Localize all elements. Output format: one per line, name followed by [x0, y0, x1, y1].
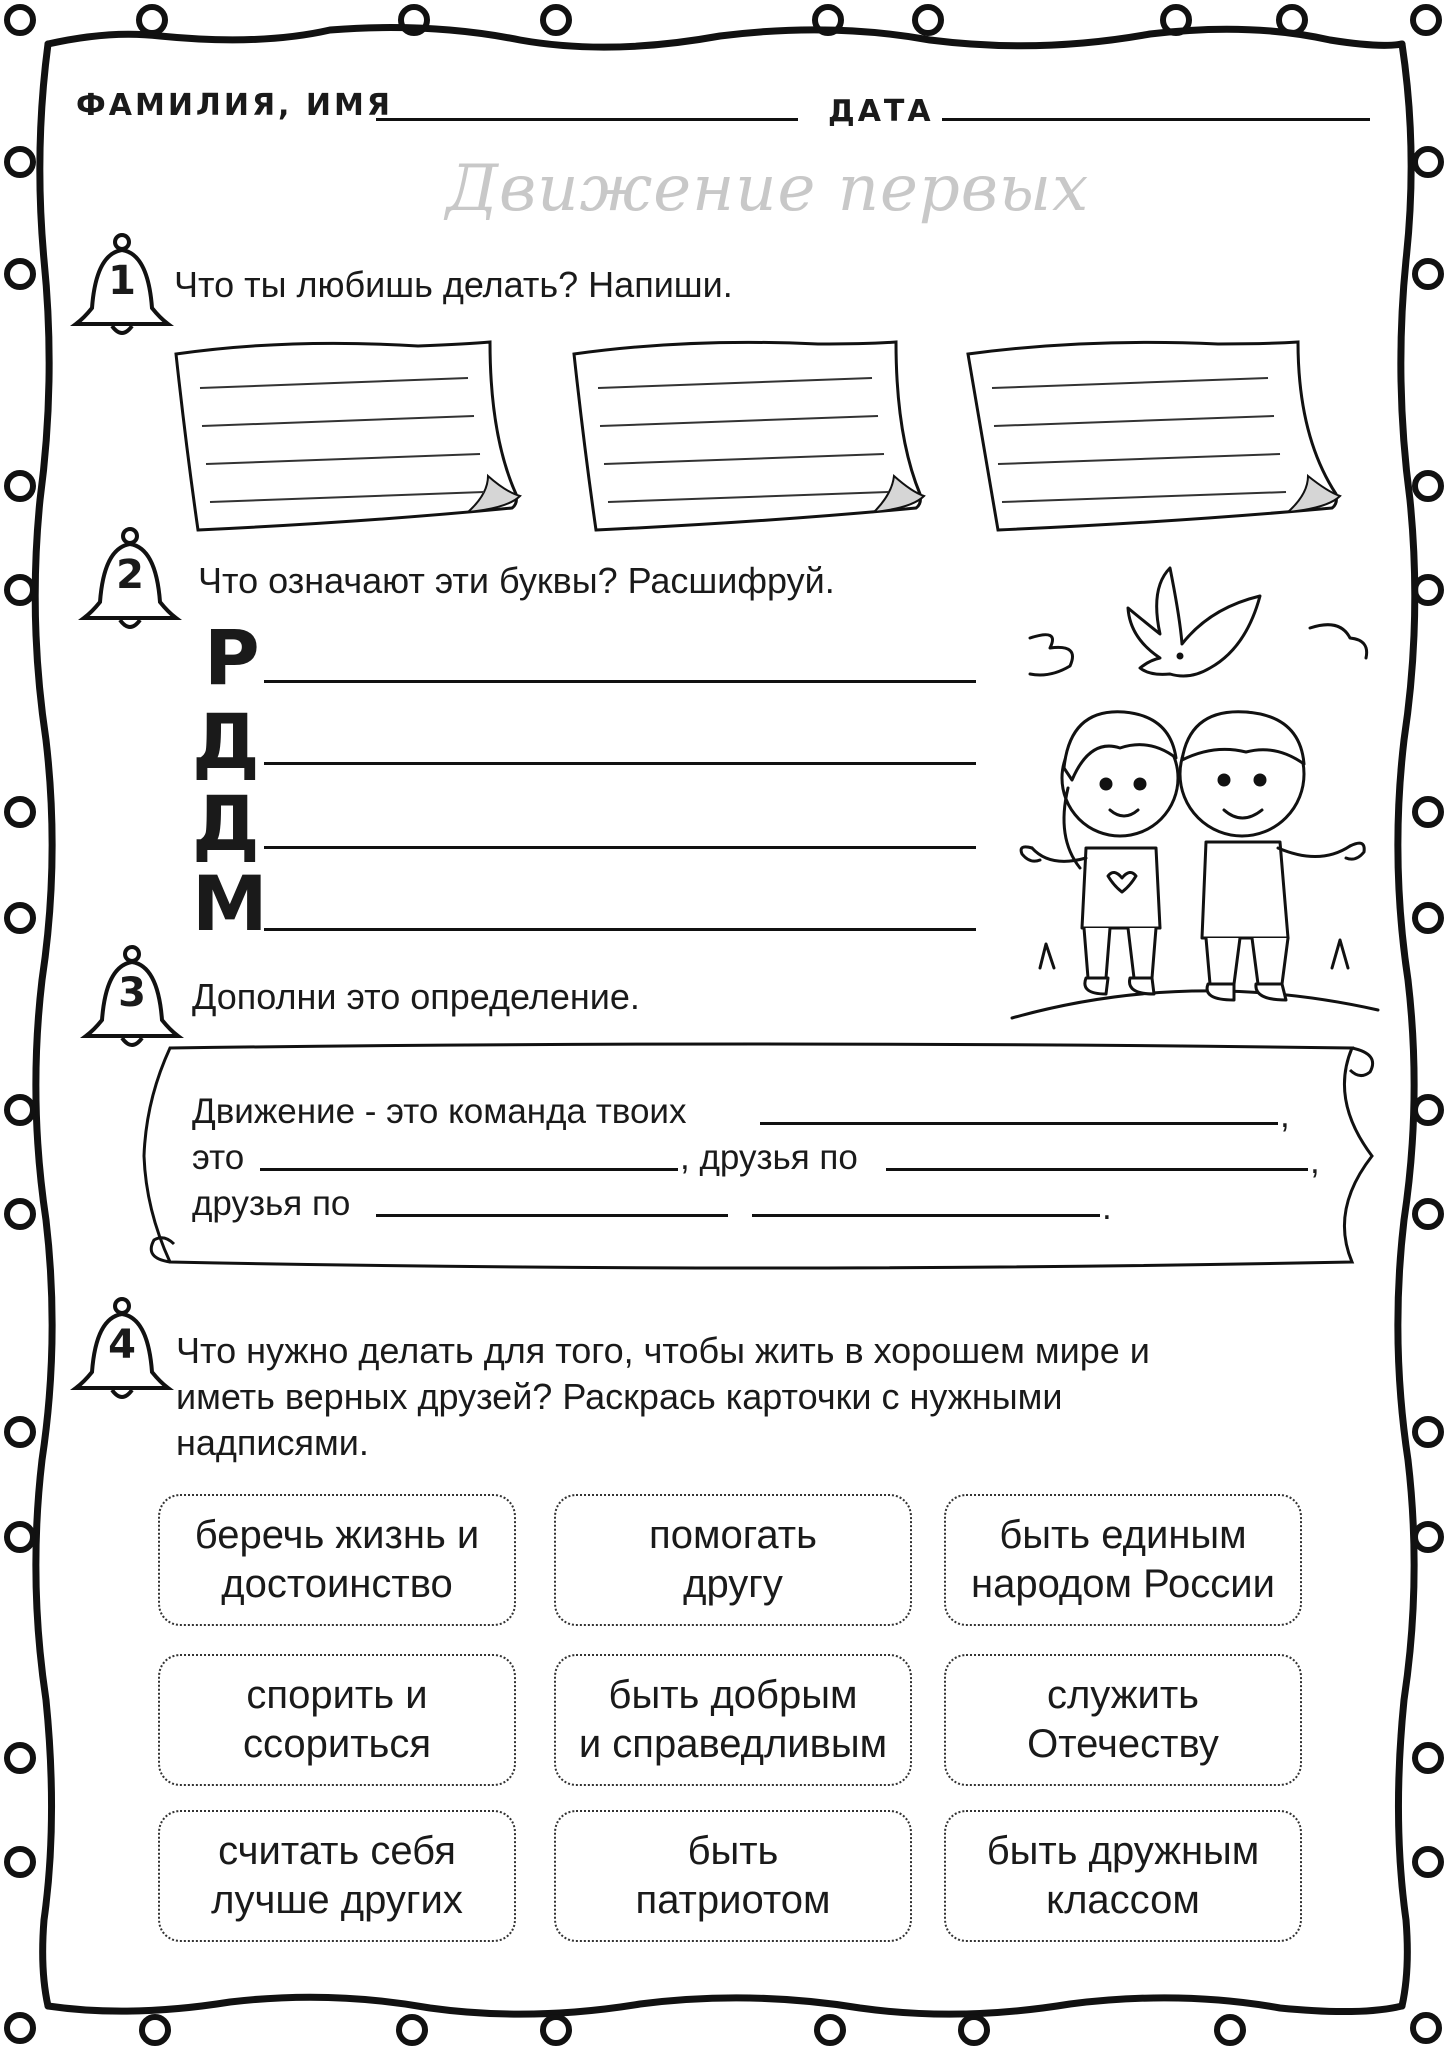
definition-blank-2[interactable] — [260, 1168, 678, 1171]
date-label: ДАТА — [828, 94, 934, 129]
card-2[interactable] — [554, 1494, 912, 1626]
card-4[interactable] — [158, 1654, 516, 1786]
card-8-label: быть патриотом — [635, 1829, 831, 1922]
card-7[interactable] — [158, 1810, 516, 1942]
definition-line2-end: , — [1310, 1142, 1320, 1181]
card-7-label: считать себя лучше других — [211, 1829, 463, 1922]
definition-line3-end: . — [1102, 1188, 1112, 1227]
card-6-label: служить Отечеству — [1027, 1673, 1219, 1766]
task-2-text: Что означают эти буквы? Расшифруй. — [198, 560, 835, 601]
definition-line2-mid: , друзья по — [680, 1138, 858, 1177]
dove-icon — [1128, 568, 1260, 676]
card-9[interactable] — [944, 1810, 1302, 1942]
name-label: ФАМИЛИЯ, ИМЯ — [76, 88, 393, 123]
task-4-number: 4 — [108, 1322, 136, 1368]
acronym-letter-m: М — [192, 859, 268, 948]
card-5[interactable] — [554, 1654, 912, 1786]
task-3-number: 3 — [118, 970, 146, 1016]
page-title: Движение первых — [446, 152, 1090, 226]
definition-line2-start: это — [192, 1138, 245, 1177]
card-1-label: беречь жизнь и достоинство — [194, 1513, 480, 1606]
definition-blank-1[interactable] — [760, 1122, 1278, 1125]
card-3-label: быть единым народом России — [970, 1513, 1275, 1606]
answer-line-d2[interactable] — [264, 846, 976, 849]
definition-blank-3[interactable] — [886, 1168, 1308, 1171]
acronym-letter-r: Р — [204, 613, 260, 702]
date-field[interactable] — [942, 118, 1370, 121]
card-4-label: спорить и ссориться — [242, 1673, 432, 1766]
definition-blank-4[interactable] — [376, 1214, 728, 1217]
definition-line3-start: друзья по — [192, 1184, 351, 1223]
answer-line-m[interactable] — [264, 928, 976, 931]
acronym-letter-d2: Д — [192, 779, 260, 868]
task-4-text-line1: Что нужно делать для того, чтобы жить в хорошем мире и — [176, 1330, 1150, 1371]
note-cards — [168, 326, 1358, 536]
children-illustration — [1010, 548, 1380, 1028]
task-4-text-line3: надписями. — [176, 1422, 369, 1463]
card-8[interactable] — [554, 1810, 912, 1942]
definition-line1-start: Движение - это команда твоих — [192, 1092, 687, 1131]
card-3[interactable] — [944, 1494, 1302, 1626]
card-5-label: быть добрым и справедливым — [578, 1673, 888, 1766]
definition-line1-end: , — [1280, 1096, 1290, 1135]
task-2-number: 2 — [116, 552, 144, 598]
acronym-letter-d1: Д — [192, 697, 260, 786]
definition-blank-5[interactable] — [752, 1214, 1100, 1217]
card-9-label: быть дружным классом — [986, 1829, 1260, 1922]
task-3-text: Дополни это определение. — [192, 976, 640, 1017]
task-1-number: 1 — [108, 258, 136, 304]
answer-line-r[interactable] — [264, 680, 976, 683]
name-field[interactable] — [376, 118, 798, 121]
answer-line-d1[interactable] — [264, 762, 976, 765]
card-2-label: помогать другу — [649, 1513, 817, 1606]
task-1-text: Что ты любишь делать? Напиши. — [174, 264, 733, 305]
task-4-text-line2: иметь верных друзей? Раскрась карточки с нужными — [176, 1376, 1063, 1417]
card-1[interactable] — [158, 1494, 516, 1626]
card-6[interactable] — [944, 1654, 1302, 1786]
